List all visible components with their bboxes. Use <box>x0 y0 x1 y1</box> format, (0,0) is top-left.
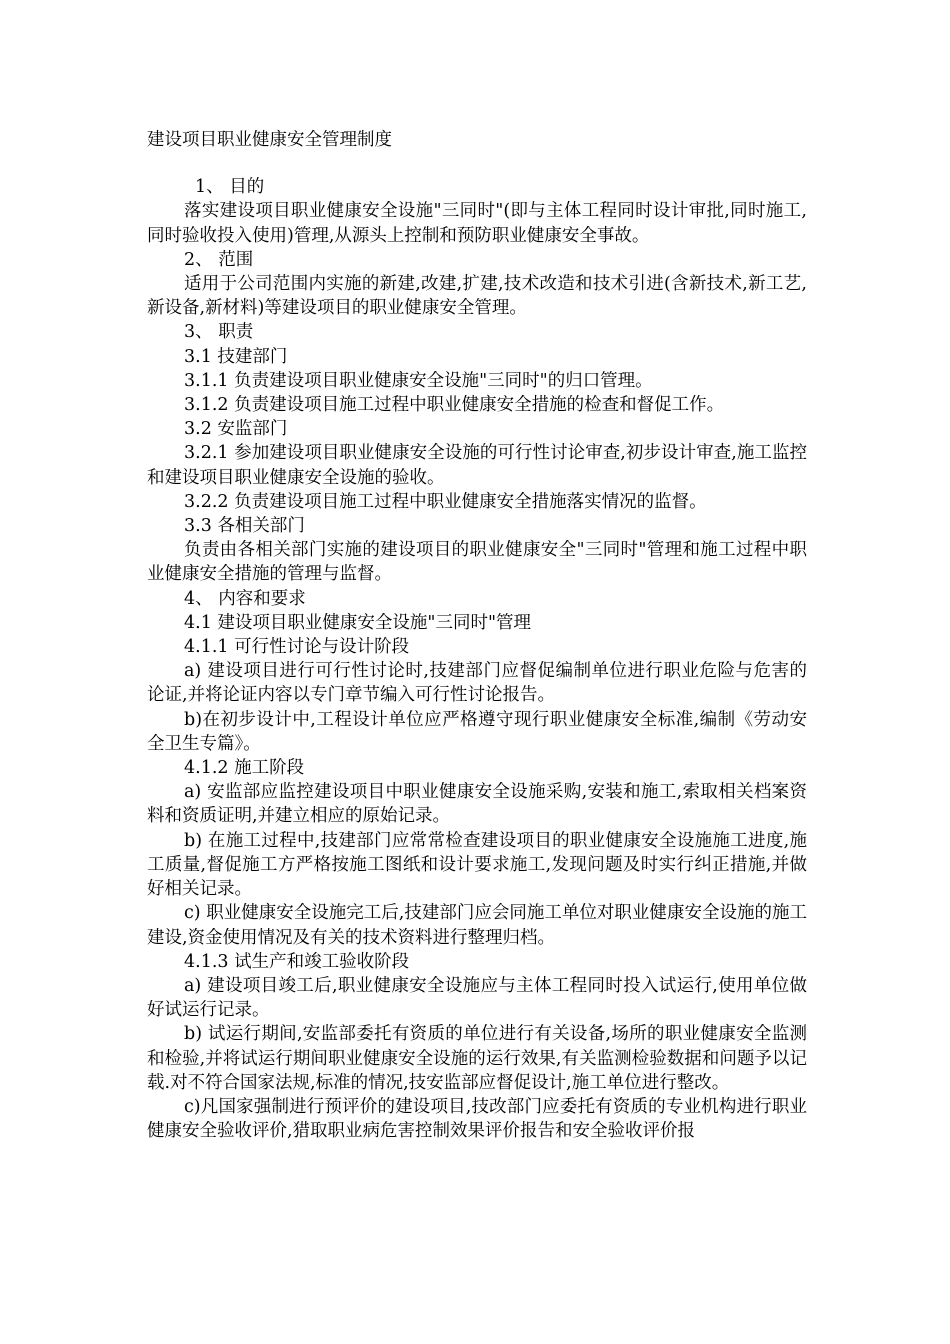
paragraph: a) 建设项目进行可行性讨论时,技建部门应督促编制单位进行职业危险与危害的论证,并将论证内容以专门章节编入可行性讨论报告。 <box>147 661 807 706</box>
paragraph: a) 安监部应监控建设项目中职业健康安全设施采购,安装和施工,索取相关档案资料和资质证明,并建立相应的原始记录。 <box>147 782 807 827</box>
subsection-heading: 4.1.2 施工阶段 <box>184 758 305 779</box>
document-page <box>147 128 807 1143</box>
section-heading: 4、 内容和要求 <box>184 588 306 609</box>
paragraph: b)在初步设计中,工程设计单位应严格遵守现行职业健康安全标准,编制《劳动安全卫生专篇》。 <box>147 709 807 754</box>
subsection-heading: 3.2 安监部门 <box>184 419 288 440</box>
subsection-heading: 4.1.1 可行性讨论与设计阶段 <box>184 637 410 658</box>
subsection-heading: 4.1 建设项目职业健康安全设施"三同时"管理 <box>184 612 531 633</box>
section-heading: 3、 职责 <box>184 322 254 343</box>
paragraph: 3.2.2 负责建设项目施工过程中职业健康安全措施落实情况的监督。 <box>184 491 707 512</box>
paragraph: c)凡国家强制进行预评价的建设项目,技改部门应委托有资质的专业机构进行职业健康安全验收评价,猎取职业病危害控制效果评价报告和安全验收评价报 <box>147 1096 807 1142</box>
paragraph: c) 职业健康安全设施完工后,技建部门应会同施工单位对职业健康安全设施的施工建设,资金使用情况及有关的技术资料进行整理归档。 <box>147 903 807 948</box>
paragraph: 3.1.2 负责建设项目施工过程中职业健康安全措施的检查和督促工作。 <box>184 395 725 416</box>
paragraph: b) 试运行期间,安监部委托有资质的单位进行有关设备,场所的职业健康安全监测和检验,并将试运行期间职业健康安全设施的运行效果,有关监测检验数据和问题予以记载.对不符合国家法规,标准的情况,技安监部应督促设计,施工单位进行整改。 <box>147 1024 807 1093</box>
paragraph: 落实建设项目职业健康安全设施"三同时"(即与主体工程同时设计审批,同时施工,同时验收投入使用)管理,从源头上控制和预防职业健康安全事故。 <box>147 201 807 246</box>
paragraph: a) 建设项目竣工后,职业健康安全设施应与主体工程同时投入试运行,使用单位做好试运行记录。 <box>147 975 807 1021</box>
subsection-heading: 3.1 技建部门 <box>184 346 288 367</box>
subsection-heading: 3.3 各相关部门 <box>184 516 305 537</box>
paragraph: b) 在施工过程中,技建部门应常常检查建设项目的职业健康安全设施施工进度,施工质量,督促施工方严格按施工图纸和设计要求施工,发现问题及时实行纠正措施,并做好相关记录。 <box>147 830 807 900</box>
paragraph: 适用于公司范围内实施的新建,改建,扩建,技术改造和技术引进(含新技术,新工艺,新设备,新材料)等建设项目的职业健康安全管理。 <box>147 274 807 319</box>
section-heading: 1、 目的 <box>195 177 265 198</box>
paragraph: 负责由各相关部门实施的建设项目的职业健康安全"三同时"管理和施工过程中职业健康安全措施的管理与监督。 <box>147 540 807 585</box>
document-title: 建设项目职业健康安全管理制度 <box>147 130 392 150</box>
subsection-heading: 4.1.3 试生产和竣工验收阶段 <box>184 951 410 972</box>
paragraph: 3.2.1 参加建设项目职业健康安全设施的可行性讨论审查,初步设计审查,施工监控和建设项目职业健康安全设施的验收。 <box>147 443 807 488</box>
section-heading: 2、 范围 <box>184 249 254 270</box>
paragraph: 3.1.1 负责建设项目职业健康安全设施"三同时"的归口管理。 <box>184 370 653 391</box>
